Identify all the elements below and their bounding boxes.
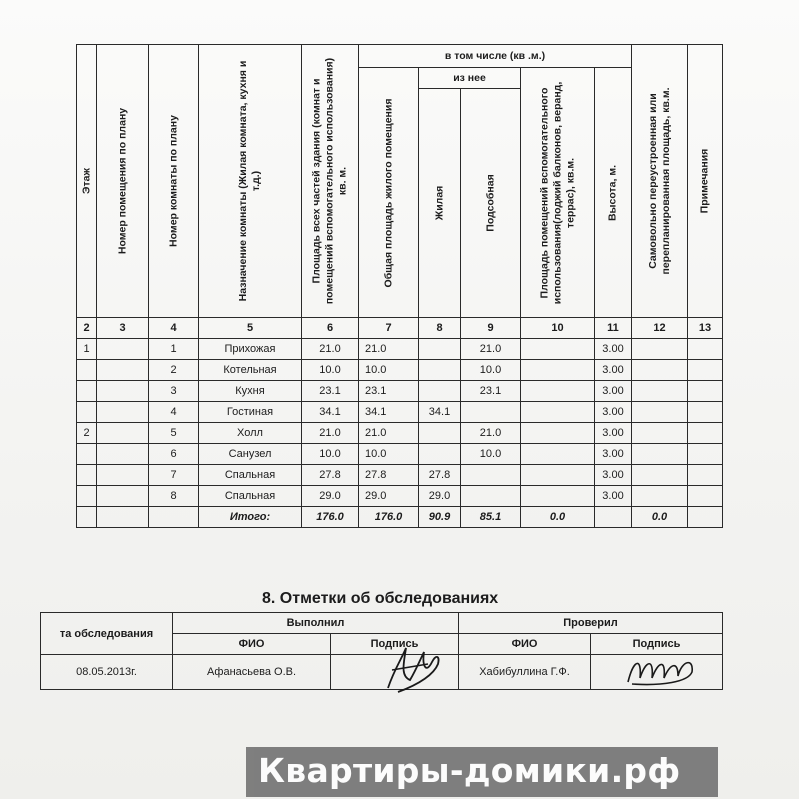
room-cell-aux: 10.0 (461, 360, 521, 381)
room-cell-room: 4 (149, 402, 199, 423)
column-number: 4 (149, 318, 199, 339)
room-cell-unit (97, 423, 149, 444)
room-cell-room: 3 (149, 381, 199, 402)
header-auxiliary: Подсобная (461, 89, 521, 318)
survey-done-header: Выполнил (173, 613, 459, 634)
room-cell-room: 5 (149, 423, 199, 444)
room-cell-aux: 23.1 (461, 381, 521, 402)
room-cell-unit (97, 360, 149, 381)
room-cell-name: Котельная (199, 360, 302, 381)
room-cell-room: 1 (149, 339, 199, 360)
room-cell-name: Кухня (199, 381, 302, 402)
room-row (77, 423, 723, 444)
checked-fio: Хабибуллина Г.Ф. (459, 655, 591, 690)
room-cell-unauth (632, 423, 688, 444)
room-cell-aux: 21.0 (461, 339, 521, 360)
room-cell-note (688, 486, 723, 507)
totals-unauth: 0.0 (632, 507, 688, 528)
room-cell-unauth (632, 381, 688, 402)
column-number: 12 (632, 318, 688, 339)
totals-row (77, 507, 723, 528)
room-cell-height: 3.00 (595, 423, 632, 444)
totals-living: 90.9 (419, 507, 461, 528)
room-cell-height: 3.00 (595, 402, 632, 423)
column-number: 6 (302, 318, 359, 339)
room-cell-general: 21.0 (359, 423, 419, 444)
room-cell-unit (97, 486, 149, 507)
room-cell-living: 34.1 (419, 402, 461, 423)
room-cell-living: 29.0 (419, 486, 461, 507)
room-row (77, 486, 723, 507)
column-number: 7 (359, 318, 419, 339)
room-cell-name: Санузел (199, 444, 302, 465)
header-group-including: в том числе (кв .м.) (359, 45, 632, 68)
totals-total: 176.0 (302, 507, 359, 528)
room-cell-unauth (632, 444, 688, 465)
room-cell-note (688, 465, 723, 486)
room-cell-aux (461, 486, 521, 507)
done-fio: Афанасьева О.В. (173, 655, 331, 690)
room-cell-aux: 21.0 (461, 423, 521, 444)
room-cell-general: 10.0 (359, 360, 419, 381)
room-cell-balcony (521, 486, 595, 507)
room-cell-living (419, 444, 461, 465)
room-cell-name: Спальная (199, 486, 302, 507)
header-living: Жилая (419, 89, 461, 318)
room-cell-room: 7 (149, 465, 199, 486)
room-row (77, 402, 723, 423)
room-cell-general: 21.0 (359, 339, 419, 360)
room-cell-unauth (632, 339, 688, 360)
column-number: 8 (419, 318, 461, 339)
header-room-purpose: Назначение комнаты (Жилая комната, кухня и т.д.) (199, 45, 302, 318)
room-cell-general: 29.0 (359, 486, 419, 507)
totals-aux: 85.1 (461, 507, 521, 528)
room-cell-floor (77, 381, 97, 402)
header-height: Высота, м. (595, 68, 632, 318)
room-cell-room: 2 (149, 360, 199, 381)
room-cell-unauth (632, 486, 688, 507)
room-cell-note (688, 339, 723, 360)
room-cell-total: 21.0 (302, 339, 359, 360)
room-cell-unauth (632, 360, 688, 381)
room-cell-floor: 2 (77, 423, 97, 444)
room-cell-living (419, 360, 461, 381)
header-unit-number: Номер помещения по плану (97, 45, 149, 318)
done-signature (380, 640, 450, 700)
room-cell-balcony (521, 381, 595, 402)
room-row (77, 381, 723, 402)
room-cell-note (688, 360, 723, 381)
room-cell-floor (77, 444, 97, 465)
room-cell-balcony (521, 465, 595, 486)
header-sub-of-which: из нее (419, 68, 521, 89)
header-notes: Примечания (688, 45, 723, 318)
room-row (77, 360, 723, 381)
room-cell-unit (97, 339, 149, 360)
totals-label: Итого: (199, 507, 302, 528)
room-cell-unit (97, 465, 149, 486)
room-cell-name: Прихожая (199, 339, 302, 360)
room-cell-total: 29.0 (302, 486, 359, 507)
checked-signature (622, 648, 702, 690)
room-cell-total: 21.0 (302, 423, 359, 444)
room-cell-floor: 1 (77, 339, 97, 360)
room-row (77, 465, 723, 486)
done-fio-label: ФИО (173, 634, 331, 655)
room-row (77, 339, 723, 360)
room-cell-room: 6 (149, 444, 199, 465)
room-cell-note (688, 444, 723, 465)
room-cell-total: 27.8 (302, 465, 359, 486)
room-cell-living (419, 423, 461, 444)
room-cell-aux (461, 402, 521, 423)
room-cell-height: 3.00 (595, 381, 632, 402)
room-cell-general: 27.8 (359, 465, 419, 486)
header-room-number: Номер комнаты по плану (149, 45, 199, 318)
watermark-text: Квартиры-домики.рф (258, 751, 681, 790)
room-cell-aux (461, 465, 521, 486)
done-sign-label: Подпись (331, 634, 459, 655)
column-number: 13 (688, 318, 723, 339)
room-cell-unit (97, 402, 149, 423)
room-cell-total: 10.0 (302, 444, 359, 465)
room-cell-living (419, 339, 461, 360)
room-cell-balcony (521, 339, 595, 360)
room-cell-living: 27.8 (419, 465, 461, 486)
room-cell-name: Спальная (199, 465, 302, 486)
room-explication-table (76, 44, 723, 528)
room-cell-total: 10.0 (302, 360, 359, 381)
survey-checked-header: Проверил (459, 613, 723, 634)
room-cell-general: 23.1 (359, 381, 419, 402)
room-cell-floor (77, 402, 97, 423)
column-number: 3 (97, 318, 149, 339)
room-cell-name: Холл (199, 423, 302, 444)
totals-general: 176.0 (359, 507, 419, 528)
room-cell-balcony (521, 360, 595, 381)
room-cell-height: 3.00 (595, 486, 632, 507)
room-cell-room: 8 (149, 486, 199, 507)
column-number: 2 (77, 318, 97, 339)
survey-section-title: 8. Отметки об обследованиях (262, 590, 499, 607)
room-cell-note (688, 381, 723, 402)
totals-balcony: 0.0 (521, 507, 595, 528)
room-cell-general: 10.0 (359, 444, 419, 465)
survey-date-header: та обследования (41, 613, 173, 655)
room-cell-living (419, 381, 461, 402)
header-general-area: Общая площадь жилого помещения (359, 68, 419, 318)
room-cell-aux: 10.0 (461, 444, 521, 465)
room-cell-floor (77, 360, 97, 381)
room-cell-unit (97, 444, 149, 465)
room-cell-note (688, 423, 723, 444)
room-cell-balcony (521, 444, 595, 465)
room-cell-height: 3.00 (595, 339, 632, 360)
room-cell-height: 3.00 (595, 465, 632, 486)
room-cell-unauth (632, 402, 688, 423)
column-number: 5 (199, 318, 302, 339)
column-number: 11 (595, 318, 632, 339)
header-total-area: Площадь всех частей здания (комнат и помещений вспомогательного использования) кв. м. (302, 45, 359, 318)
room-cell-unit (97, 381, 149, 402)
header-balcony-area: Площадь помещений вспомогательного использования(лоджий балконов, веранд, террас), кв.м. (521, 68, 595, 318)
checked-sign-label: Подпись (591, 634, 723, 655)
room-cell-total: 34.1 (302, 402, 359, 423)
room-cell-note (688, 402, 723, 423)
room-cell-name: Гостиная (199, 402, 302, 423)
checked-fio-label: ФИО (459, 634, 591, 655)
room-cell-floor (77, 465, 97, 486)
room-cell-balcony (521, 402, 595, 423)
header-floor: Этаж (77, 45, 97, 318)
room-cell-height: 3.00 (595, 444, 632, 465)
room-cell-general: 34.1 (359, 402, 419, 423)
room-cell-height: 3.00 (595, 360, 632, 381)
watermark-banner (246, 747, 718, 797)
column-number: 10 (521, 318, 595, 339)
room-cell-balcony (521, 423, 595, 444)
room-row (77, 444, 723, 465)
header-unauthorized-area: Самовольно переустроенная или перепланированная площадь, кв.м. (632, 45, 688, 318)
survey-date: 08.05.2013г. (41, 655, 173, 690)
column-number: 9 (461, 318, 521, 339)
column-number-row (77, 318, 723, 339)
room-cell-unauth (632, 465, 688, 486)
room-cell-total: 23.1 (302, 381, 359, 402)
room-cell-floor (77, 486, 97, 507)
